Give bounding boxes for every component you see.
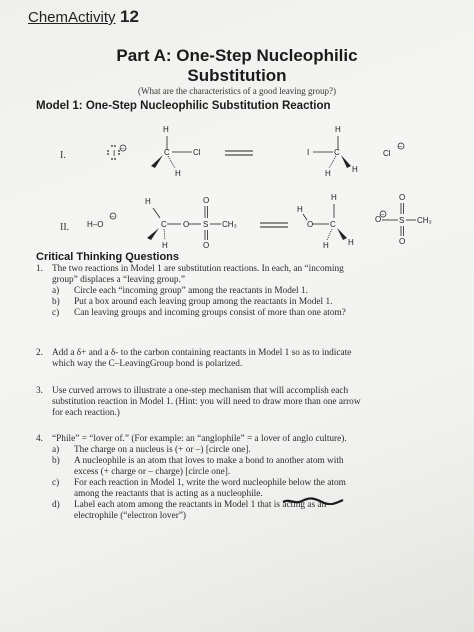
svg-text:O: O xyxy=(203,196,210,205)
svg-text:–: – xyxy=(398,143,403,151)
page-title-line2: Substitution xyxy=(187,66,287,85)
svg-text:I: I xyxy=(307,148,310,157)
svg-text:O: O xyxy=(399,237,406,246)
svg-text:S: S xyxy=(399,216,405,225)
reaction-1-diagram xyxy=(95,122,415,182)
activity-label: ChemActivity xyxy=(28,9,116,26)
svg-text:CH₃: CH₃ xyxy=(222,220,237,229)
svg-text:O: O xyxy=(203,241,210,250)
svg-text:H: H xyxy=(145,197,151,206)
page-title-line1: Part A: One-Step Nucleophilic xyxy=(116,46,358,65)
svg-text:H: H xyxy=(335,125,341,134)
reaction-number-2: II. xyxy=(60,222,70,233)
page-subtitle: (What are the characteristics of a good leaving group?) xyxy=(138,86,336,96)
svg-text:H: H xyxy=(348,238,354,247)
svg-text:H: H xyxy=(323,241,329,250)
question-1: 1. The two reactions in Model 1 are substitution reactions. In each, an “incoming group” displaces a “leaving group.” a) Circle each “incoming group” among the reactants in Model 1. b) Put a box around each leaving group among the reactants in Model 1. c) Can leaving groups and incoming groups consist of more than one atom? xyxy=(36,264,346,318)
hydroxide-reactant: H–O xyxy=(87,220,104,229)
svg-text:C: C xyxy=(164,148,170,157)
svg-text:H: H xyxy=(175,169,181,178)
chloride-product: Cl xyxy=(383,149,391,158)
svg-text:O: O xyxy=(375,215,382,224)
svg-text:C: C xyxy=(161,220,167,229)
svg-text:H: H xyxy=(331,193,337,202)
question-2: 2. Add a δ+ and a δ- to the carbon containing reactants in Model 1 so as to indicate which way the C–LeavingGroup bond is polarized. xyxy=(36,348,352,369)
svg-text:H: H xyxy=(297,205,303,214)
page-title xyxy=(0,46,474,86)
svg-text:C: C xyxy=(330,220,336,229)
svg-text:H: H xyxy=(352,165,358,174)
svg-text:CH₃: CH₃ xyxy=(417,216,432,225)
svg-text:–: – xyxy=(120,145,125,153)
svg-text:H: H xyxy=(325,169,331,178)
svg-text:Cl: Cl xyxy=(193,148,201,157)
iodide-reactant: I xyxy=(113,149,116,158)
question-3: 3. Use curved arrows to illustrate a one-step mechanism that will accomplish each substitution reaction in Model 1. (Hint: you will need to draw more than one arrow for each reaction.) xyxy=(36,386,361,418)
svg-text:H: H xyxy=(162,241,168,250)
svg-text:O: O xyxy=(399,193,406,202)
question-4: 4. “Phile” = “lover of.” (For example: an “anglophile” = a lover of anglo culture). a) The charge on a nucleus is (+ or –) [circle one]. b) A nucleophile is an atom that loves to make a bond to another atom with excess (+ charge or – charge) [circle one]. c) For each reaction in Model 1, write the word nucleophile below the atom among the reactants that is acting as a nucleophile. d) Label each atom among the reactants in Model 1 that is acting as an electrophile (“electron lover”) xyxy=(36,434,347,521)
svg-text:H: H xyxy=(163,125,169,134)
svg-text:O: O xyxy=(183,220,190,229)
reaction-2-diagram xyxy=(85,190,455,250)
activity-number: 12 xyxy=(120,7,139,26)
svg-text:O: O xyxy=(307,220,314,229)
reaction-number-1: I. xyxy=(60,150,66,161)
svg-text:–: – xyxy=(380,211,385,219)
svg-text:S: S xyxy=(203,220,209,229)
scribble-mark xyxy=(282,497,344,505)
critical-thinking-heading: Critical Thinking Questions xyxy=(36,251,180,263)
model-heading: Model 1: One-Step Nucleophilic Substitution Reaction xyxy=(36,100,331,112)
svg-text:–: – xyxy=(110,213,115,221)
svg-text:C: C xyxy=(334,148,340,157)
